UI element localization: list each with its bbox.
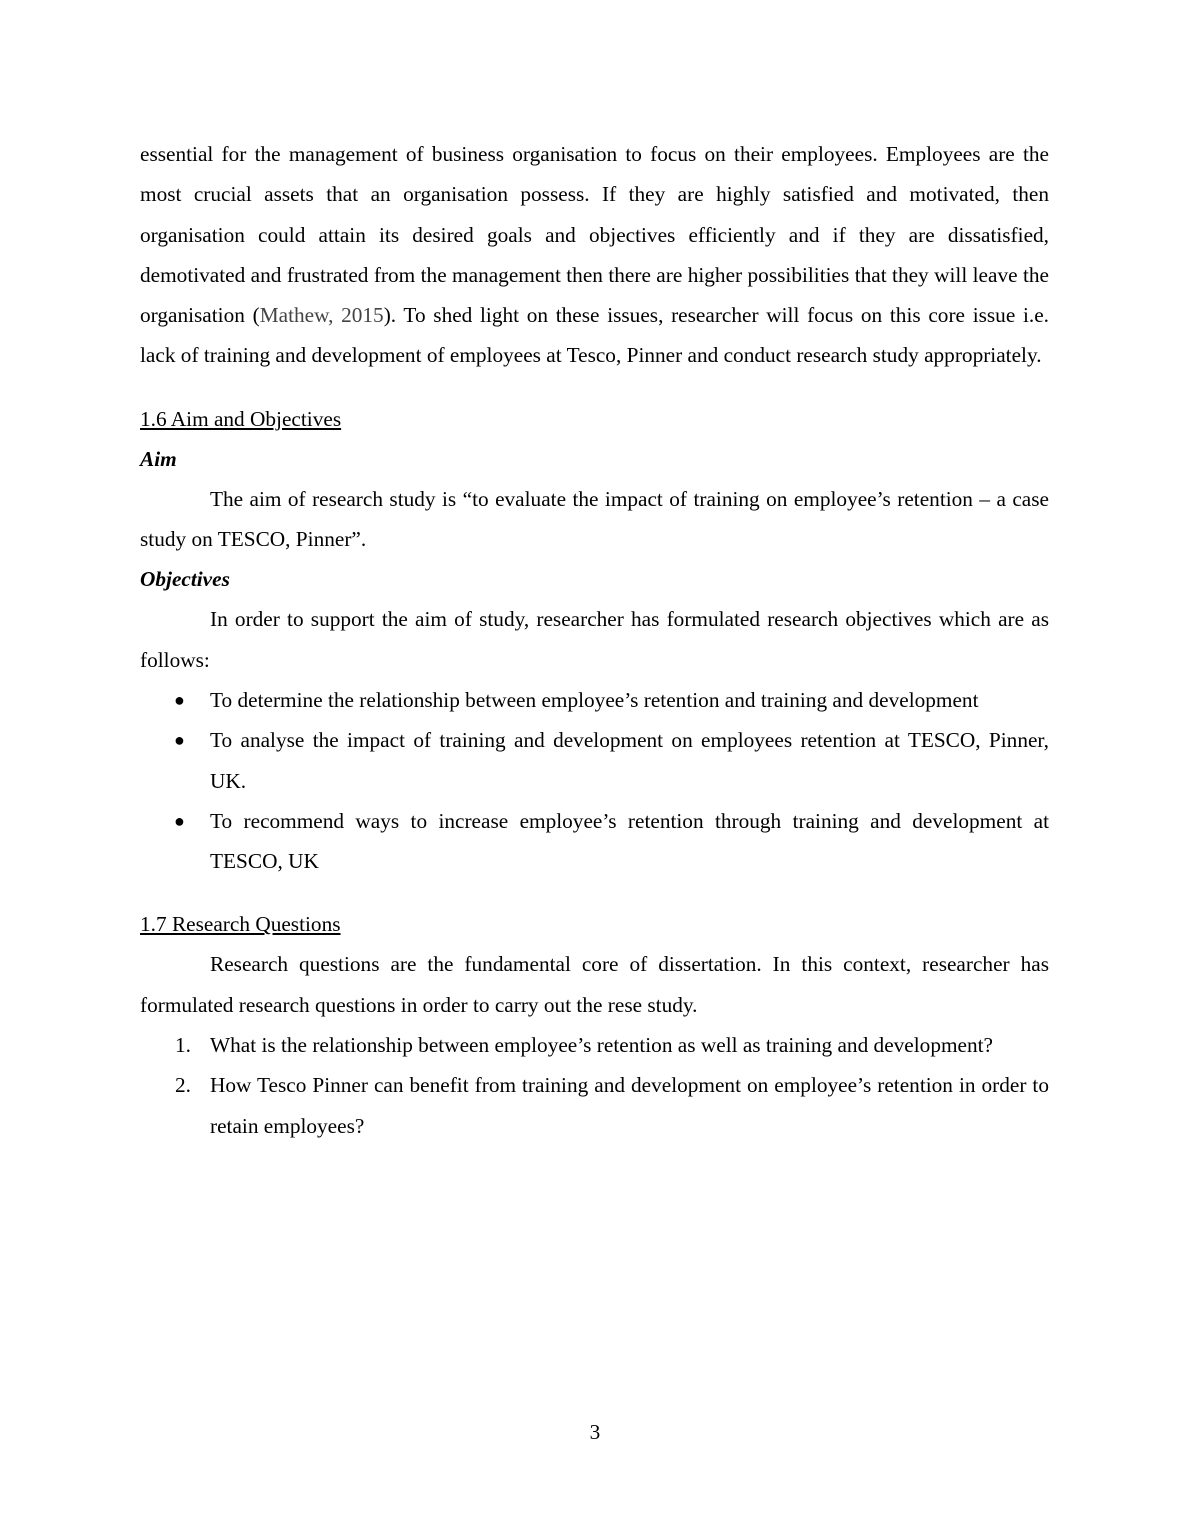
list-number: 1.: [175, 1033, 191, 1058]
question-text: What is the relationship between employee’s retention as well as training and development?: [210, 1033, 994, 1058]
objective-text: To determine the relationship between employee’s retention and training and development: [210, 687, 979, 712]
list-item: [140, 680, 1049, 720]
bullet-icon: ●: [174, 689, 185, 710]
bullet-icon: ●: [174, 730, 185, 751]
objective-text: To analyse the impact of training and development on employees retention at TESCO, Pinner, UK.: [210, 728, 1049, 793]
citation: Mathew, 2015: [259, 303, 384, 328]
page-number: 3: [589, 1420, 601, 1444]
objectives-list: [140, 680, 1049, 881]
research-questions-intro-paragraph: Research questions are the fundamental core of dissertation. In this context, researcher has formulated research questions in order to carry out the rese study.: [140, 952, 1049, 1017]
objective-text: To recommend ways to increase employee’s retention through training and development at TESCO, UK: [210, 808, 1049, 874]
section-heading-research-questions: 1.7 Research Questions: [140, 912, 341, 937]
list-item: [140, 801, 1049, 882]
list-item: [140, 1025, 1049, 1065]
intro-text-after-citation: ). To shed light on these issues, researcher will focus on this core issue i.e. lack of training and development of employees at Tesco, Pinner and conduct research study appropriately.: [140, 303, 1049, 368]
aim-paragraph: The aim of research study is “to evaluate the impact of training on employee’s retention – a case study on TESCO, Pinner”.: [140, 486, 1049, 552]
aim-label: Aim: [140, 446, 177, 471]
question-text: How Tesco Pinner can benefit from training and development on employee’s retention in order to retain employees?: [210, 1073, 1049, 1138]
intro-paragraph: [140, 134, 1049, 376]
bullet-icon: ●: [174, 810, 185, 831]
objectives-intro-paragraph: In order to support the aim of study, researcher has formulated research objectives which are as follows:: [140, 607, 1049, 672]
list-item: [140, 1065, 1049, 1146]
research-questions-list: [140, 1025, 1049, 1146]
section-heading-aim-objectives: 1.6 Aim and Objectives: [140, 406, 342, 431]
intro-text-before-citation: essential for the management of business organisation to focus on their employees. Employees are the most crucial assets that an organisation possess. If they are highly satisfied and motivated, then organisation could attain its desired goals and objectives efficiently and if they are dissatisfied, demotivated and frustrated from the management then there are higher possibilities that they will leave the organisation (: [140, 142, 1049, 328]
document-page: [140, 134, 1049, 1146]
list-item: [140, 720, 1049, 801]
objectives-label: Objectives: [140, 567, 230, 592]
list-number: 2.: [175, 1073, 191, 1098]
